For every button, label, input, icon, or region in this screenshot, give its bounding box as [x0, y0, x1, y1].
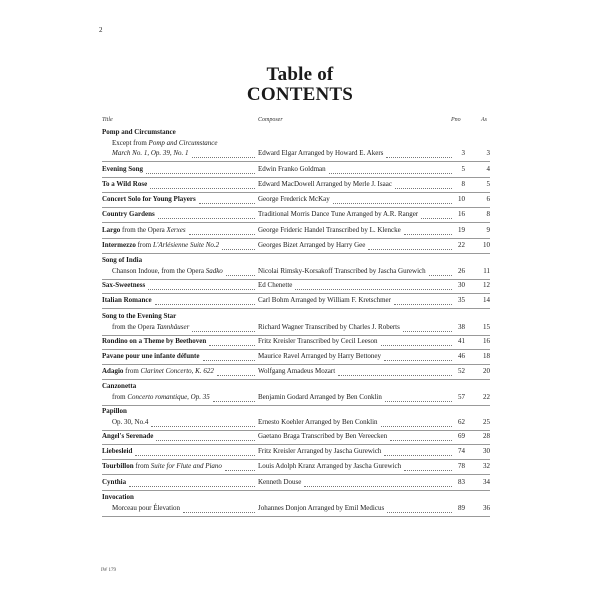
toc-entry-page-alto-sax: 28 [483, 432, 490, 440]
toc-entry [0, 256, 600, 267]
toc-entry-composer: Edwin Franko Goldman [258, 165, 326, 173]
toc-entry-page-piano: 57 [458, 393, 465, 401]
dot-leader [192, 331, 255, 332]
toc-entry-page-piano: 41 [458, 337, 465, 345]
toc-entry-subtitle-text [112, 418, 148, 426]
dot-leader [421, 218, 452, 219]
toc-entry-title [102, 493, 134, 501]
page-title-line2: CONTENTS [246, 84, 354, 105]
toc-entry [0, 180, 600, 191]
toc-entry-page-piano: 16 [458, 210, 465, 218]
dot-leader [295, 289, 452, 290]
toc-entry-title-bold: Invocation [102, 493, 134, 501]
entry-divider [102, 459, 490, 460]
entry-divider [102, 430, 490, 431]
toc-entry-title-bold: Concert Solo for Young Players [102, 195, 196, 203]
toc-entry-page-piano: 46 [458, 352, 465, 360]
toc-entry-subtitle-plain: Except from [112, 139, 149, 147]
dot-leader [386, 157, 452, 158]
toc-entry-title [102, 241, 219, 249]
toc-entry-composer: Ernesto Koehler Arranged by Ben Conklin [258, 418, 378, 426]
dot-leader [394, 304, 452, 305]
dot-leader [226, 275, 255, 276]
toc-entry-page-piano: 30 [458, 281, 465, 289]
entry-divider [102, 379, 490, 380]
toc-entry-composer: Traditional Morris Dance Tune Arranged by A.R. Ranger [258, 210, 419, 218]
dot-leader [150, 188, 255, 189]
entry-divider [102, 516, 490, 517]
toc-entry [0, 210, 600, 221]
dot-leader [129, 486, 255, 487]
toc-entry [0, 241, 600, 252]
toc-entry [0, 462, 600, 473]
toc-entry-page-alto-sax: 6 [486, 195, 490, 203]
toc-entry-title-bold: Italian Romance [102, 296, 152, 304]
column-header-title: Title [102, 117, 113, 123]
toc-entry-title [102, 195, 196, 203]
toc-entry-title [102, 352, 200, 360]
dot-leader [199, 203, 255, 204]
dot-leader [395, 188, 452, 189]
toc-entry-title-bold: Sax-Sweetness [102, 281, 146, 289]
toc-entry-title-italic: Clarinet Concerto, K. 622 [140, 367, 214, 375]
toc-entry-subtitle-2 [0, 149, 600, 160]
toc-entry-page-alto-sax: 14 [483, 296, 490, 304]
dot-leader [156, 440, 255, 441]
toc-entry-title [102, 462, 222, 470]
entry-divider [102, 349, 490, 350]
toc-entry-title-bold: Song to the Evening Star [102, 312, 177, 320]
dot-leader [209, 345, 255, 346]
toc-entry-composer: Nicolai Rimsky-Korsakoff Transcribed by Jascha Gurewich [258, 267, 426, 275]
toc-entry-title-bold: Cynthia [102, 478, 127, 486]
toc-entry-composer: Gaetano Braga Transcribed by Ben Vereecken [258, 432, 388, 440]
toc-entry-subtitle [0, 323, 600, 334]
toc-entry-subtitle [0, 418, 600, 429]
toc-entry-subtitle-plain: Op. 30, No.4 [112, 418, 149, 426]
toc-entry-title [102, 447, 132, 455]
toc-entry [0, 382, 600, 393]
toc-entry [0, 407, 600, 418]
dot-leader [151, 426, 255, 427]
toc-entry-composer: Ed Chenette [258, 281, 293, 289]
toc-entry-title-bold: Pomp and Circumstance [102, 128, 176, 136]
dot-leader [158, 218, 255, 219]
toc-entry-composer: Benjamin Godard Arranged by Ben Conklin [258, 393, 382, 401]
toc-entry-subtitle-text [112, 504, 180, 512]
entry-divider [102, 490, 490, 491]
toc-entry-composer: Johannes Donjon Arranged by Emil Medicus [258, 504, 385, 512]
dot-leader [404, 470, 452, 471]
toc-entry-page-piano: 74 [458, 447, 465, 455]
toc-entry-title-bold: Liebesleid [102, 447, 133, 455]
toc-entry [0, 281, 600, 292]
toc-entry-subtitle-plain: Chanson Indoue, from the Opera [112, 267, 206, 275]
dot-leader [192, 157, 255, 158]
toc-entry-title [102, 180, 147, 188]
column-header-composer: Composer [258, 117, 283, 123]
toc-entry-page-alto-sax: 22 [483, 393, 490, 401]
toc-entry-subtitle [0, 267, 600, 278]
toc-entry-composer: Fritz Kreisler Transcribed by Cecil Leeson [258, 337, 378, 345]
toc-entry-composer: Georges Bizet Arranged by Harry Gee [258, 241, 366, 249]
toc-entry-page-alto-sax: 20 [483, 367, 490, 375]
entry-divider [102, 293, 490, 294]
toc-entry-subtitle-italic: Sadko [205, 267, 223, 275]
toc-entry-page-piano: 3 [461, 149, 465, 157]
toc-entry-page-piano: 10 [458, 195, 465, 203]
toc-entry-page-piano: 38 [458, 323, 465, 331]
dot-leader [387, 512, 452, 513]
entry-divider [102, 207, 490, 208]
entry-divider [102, 335, 490, 336]
dot-leader [404, 234, 452, 235]
toc-entry-title [102, 296, 152, 304]
toc-entry [0, 367, 600, 378]
toc-entry-title [102, 478, 126, 486]
dot-leader [384, 455, 452, 456]
toc-entry-title-bold: Tourbillon [102, 462, 134, 470]
toc-entry [0, 296, 600, 307]
toc-entry-title-plain: from [123, 367, 141, 375]
toc-entry-page-alto-sax: 5 [486, 180, 490, 188]
column-header-pno: Pno [451, 117, 461, 123]
dot-leader [148, 289, 255, 290]
toc-entry-page-alto-sax: 11 [483, 267, 490, 275]
toc-entry-composer: Maurice Ravel Arranged by Harry Bettoney [258, 352, 382, 360]
toc-entry [0, 432, 600, 443]
toc-entry-page-alto-sax: 8 [486, 210, 490, 218]
toc-entry-title-plain: from [135, 241, 153, 249]
toc-entry-title-italic: Suite for Flute and Piano [150, 462, 222, 470]
toc-entry-title-bold: Angel's Serenade [102, 432, 154, 440]
toc-entry-title-bold: To a Wild Rose [102, 180, 148, 188]
toc-entry-title [102, 367, 214, 375]
dot-leader [385, 401, 452, 402]
toc-entry [0, 352, 600, 363]
toc-entry-subtitle-italic: Concerto romantique, Op. 35 [127, 393, 210, 401]
toc-entry-page-piano: 62 [458, 418, 465, 426]
dot-leader [384, 360, 452, 361]
column-header-as: As [481, 117, 487, 123]
dot-leader [403, 331, 452, 332]
dot-leader [225, 470, 255, 471]
toc-entry-title [102, 226, 186, 234]
toc-entry-subtitle-text [112, 393, 210, 401]
toc-entry-page-alto-sax: 9 [486, 226, 490, 234]
page-title-line1: Table of [266, 64, 334, 85]
toc-entry-page-alto-sax: 18 [483, 352, 490, 360]
toc-entry-title-bold: Canzonetta [102, 382, 137, 390]
toc-entry-composer: Wolfgang Amadeus Mozart [258, 367, 336, 375]
toc-entry-subtitle [0, 393, 600, 404]
dot-leader [381, 426, 452, 427]
toc-entry-title [102, 128, 176, 136]
toc-entry-page-piano: 26 [458, 267, 465, 275]
entry-divider [102, 364, 490, 365]
toc-entry-title-bold: Papillon [102, 407, 127, 415]
entry-divider [102, 177, 490, 178]
entry-divider [102, 253, 490, 254]
toc-entry-page-piano: 8 [461, 180, 465, 188]
toc-entry [0, 493, 600, 504]
toc-entry-subtitle [0, 504, 600, 515]
dot-leader [203, 360, 255, 361]
toc-entry-title [102, 256, 142, 264]
toc-entry-title-bold: Country Gardens [102, 210, 155, 218]
toc-entry-page-alto-sax: 36 [483, 504, 490, 512]
entry-divider [102, 279, 490, 280]
toc-entry-title [102, 337, 206, 345]
toc-entry-page-piano: 5 [461, 165, 465, 173]
toc-entry-composer: George Frederick McKay [258, 195, 330, 203]
toc-entry-title-plain: from [133, 462, 151, 470]
toc-entry-title-bold: Rondino on a Theme by Beethoven [102, 337, 207, 345]
toc-entry-title-bold: Song of India [102, 256, 143, 264]
toc-entry-page-alto-sax: 25 [483, 418, 490, 426]
toc-entry-title-bold: Intermezzo [102, 241, 136, 249]
toc-entry-page-alto-sax: 15 [483, 323, 490, 331]
dot-leader [304, 486, 452, 487]
toc-entry-title-italic: L'Arlésienne Suite No.2 [152, 241, 220, 249]
toc-entry-title [102, 432, 153, 440]
dot-leader [429, 275, 452, 276]
toc-entry-page-alto-sax: 16 [483, 337, 490, 345]
toc-entry-page-piano: 89 [458, 504, 465, 512]
toc-entry-composer: George Frideric Handel Transcribed by L. Klencke [258, 226, 401, 234]
dot-leader [155, 304, 255, 305]
dot-leader [381, 345, 452, 346]
toc-entry [0, 337, 600, 348]
toc-entry-page-piano: 78 [458, 462, 465, 470]
toc-entry-composer: Richard Wagner Transcribed by Charles J. Roberts [258, 323, 400, 331]
toc-entry-title [102, 210, 155, 218]
toc-entry-page-piano: 19 [458, 226, 465, 234]
toc-entry-subtitle-text [112, 267, 223, 275]
toc-entry-title-plain: from the Opera [120, 226, 167, 234]
toc-entry-title-bold: Pavane pour une infante défunte [102, 352, 200, 360]
toc-entry-page-alto-sax: 34 [483, 478, 490, 486]
entry-divider [102, 308, 490, 309]
toc-entry [0, 165, 600, 176]
toc-entry-subtitle-text [112, 139, 218, 147]
toc-entry-composer: Fritz Kreisler Arranged by Jascha Gurewich [258, 447, 382, 455]
entry-divider [102, 238, 490, 239]
toc-entry [0, 478, 600, 489]
entry-divider [102, 474, 490, 475]
toc-entry-subtitle-italic: March No. 1, Op. 39, No. 1 [112, 149, 189, 157]
dot-leader [146, 173, 255, 174]
toc-entry-title-bold: Evening Song [102, 165, 144, 173]
dot-leader [338, 375, 452, 376]
dot-leader [135, 455, 255, 456]
toc-entry-page-piano: 83 [458, 478, 465, 486]
toc-entry-composer: Carl Bohm Arranged by William F. Kretschmer [258, 296, 391, 304]
entry-divider [102, 161, 490, 162]
dot-leader [333, 203, 452, 204]
footer-code: IW 179 [101, 568, 117, 573]
toc-entry-composer: Edward Elgar Arranged by Howard E. Akers [258, 149, 384, 157]
toc-entry-title [102, 382, 136, 390]
dot-leader [222, 249, 255, 250]
dot-leader [213, 401, 255, 402]
toc-entry-subtitle-plain: from [112, 393, 128, 401]
toc-entry-page-alto-sax: 30 [483, 447, 490, 455]
toc-entry-title [102, 312, 176, 320]
toc-entry [0, 447, 600, 458]
toc-entry-subtitle-italic: Tannhäuser [156, 323, 190, 331]
toc-entry-page-piano: 69 [458, 432, 465, 440]
dot-leader [189, 234, 255, 235]
toc-entry-composer: Kenneth Douse [258, 478, 302, 486]
toc-entry-title [102, 165, 143, 173]
toc-entry-page-alto-sax: 4 [486, 165, 490, 173]
dot-leader [329, 173, 452, 174]
toc-entry-subtitle-italic: Pomp and Circumstance [148, 139, 218, 147]
entry-divider [102, 405, 490, 406]
entry-divider [102, 444, 490, 445]
toc-entry-page-alto-sax: 3 [486, 149, 490, 157]
toc-entry-page-alto-sax: 12 [483, 281, 490, 289]
toc-entry-page-alto-sax: 10 [483, 241, 490, 249]
toc-entry [0, 195, 600, 206]
toc-entry-title-bold: Largo [102, 226, 121, 234]
toc-entry-composer: Edward MacDowell Arranged by Merle J. Isaac [258, 180, 392, 188]
toc-entry-subtitle-text [112, 323, 189, 331]
toc-entry-page-piano: 52 [458, 367, 465, 375]
toc-entry [0, 312, 600, 323]
toc-entry-page-alto-sax: 32 [483, 462, 490, 470]
toc-entry-title [102, 281, 145, 289]
page-number: 2 [99, 26, 103, 34]
toc-entry-composer: Louis Adolph Kranz Arranged by Jascha Gurewich [258, 462, 402, 470]
toc-entry [0, 128, 600, 139]
dot-leader [390, 440, 452, 441]
dot-leader [183, 512, 255, 513]
toc-entry-title-bold: Adagio [102, 367, 124, 375]
toc-entry-subtitle-plain: Morceau pour Élevation [112, 504, 181, 512]
dot-leader [368, 249, 452, 250]
toc-entry [0, 226, 600, 237]
toc-entry-title-italic: Xerxes [166, 226, 186, 234]
toc-entry-page-piano: 35 [458, 296, 465, 304]
dot-leader [217, 375, 255, 376]
toc-entry-subtitle-plain: from the Opera [112, 323, 157, 331]
toc-entry-title [102, 407, 127, 415]
entry-divider [102, 192, 490, 193]
toc-entry-page-piano: 22 [458, 241, 465, 249]
entry-divider [102, 222, 490, 223]
